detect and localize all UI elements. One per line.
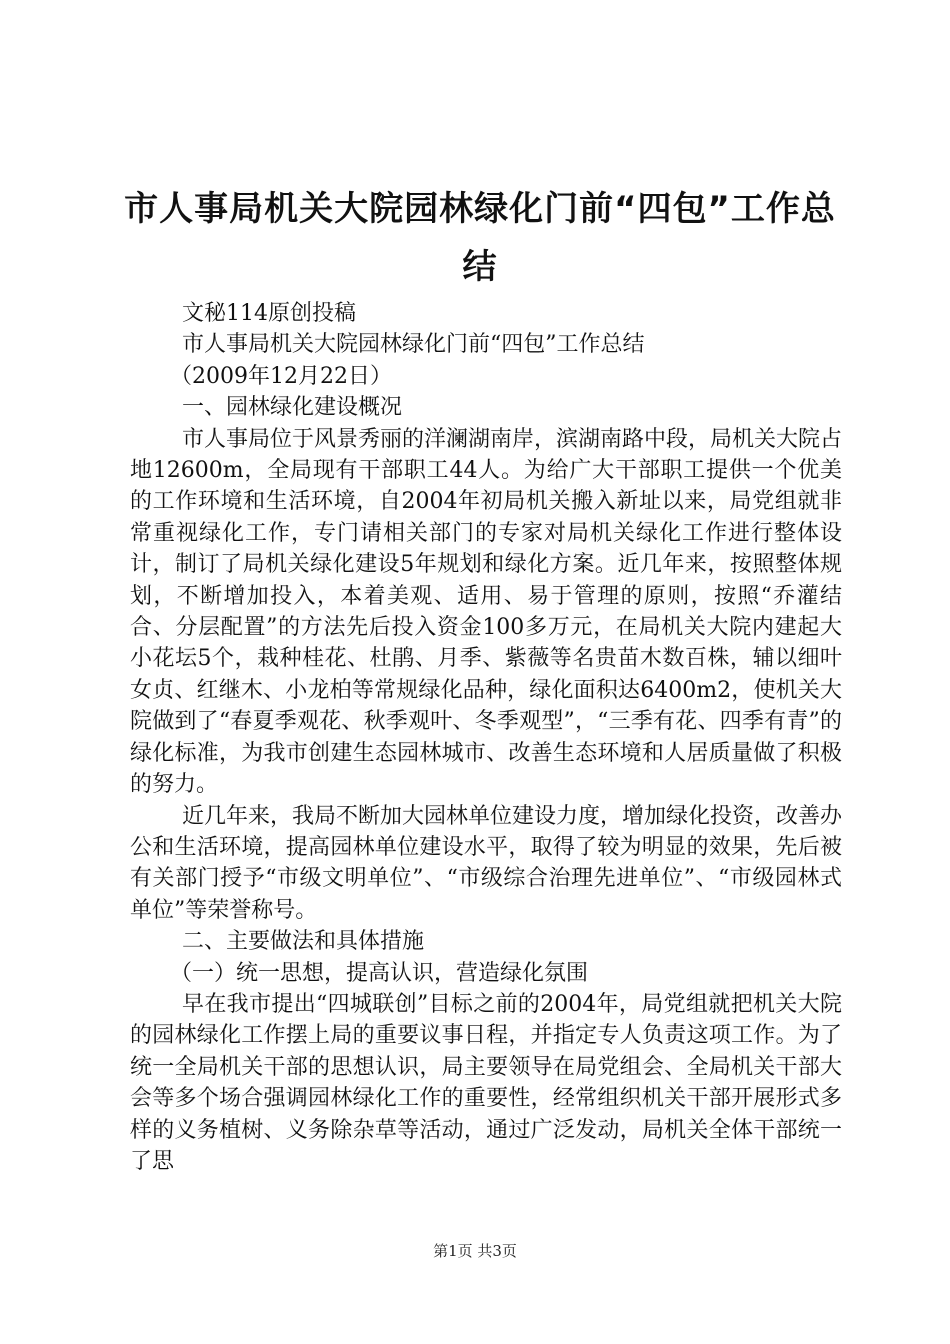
section-heading-1: 一、园林绿化建设概况: [182, 395, 403, 421]
page-footer: 第1页 共3页: [433, 1242, 517, 1260]
paragraph-achievements: 近几年来，我局不断加大园林单位建设力度，增加绿化投资，改善办公和生活环境，提高园林单位建设水平，取得了较为明显的效果，先后被有关部门授予“市级文明单位”、“市级综合治理先进单位”、“市级园林式单位”等荣誉称号。: [130, 803, 843, 923]
paragraph-overview: 市人事局位于风景秀丽的洋澜湖南岸，滨湖南路中段，局机关大院占地12600m，全局现有干部职工44人。为给广大干部职工提供一个优美的工作环境和生活环境，自2004年初局机关搬入新址以来，局党组就非常重视绿化工作，专门请相关部门的专家对局机关绿化工作进行整体设计，制订了局机关绿化建设5年规划和绿化方案。近几年来，按照整体规划，不断增加投入，本着美观、适用、易于管理的原则，按照“乔灌结合、分层配置”的方法先后投入资金100多万元，在局机关大院内建起大小花坛5个，栽种桂花、杜鹃、月季、紫薇等名贵苗木数百株，辅以细叶女贞、红继木、小龙柏等常规绿化品种，绿化面积达6400m2，使机关大院做到了“春夏季观花、秋季观叶、冬季观型”，“三季有花、四季有青”的绿化标准，为我市创建生态园林城市、改善生态环境和人居质量做了积极的努力。: [130, 426, 843, 798]
paragraph-subtitle: 市人事局机关大院园林绿化门前“四包”工作总结: [182, 332, 645, 358]
paragraph-date: （2009年12月22日）: [170, 363, 392, 389]
subsection-heading-1: （一）统一思想，提高认识，营造绿化氛围: [170, 960, 589, 986]
paragraph-source-note: 文秘114原创投稿: [182, 301, 356, 326]
document-title: 市人事局机关大院园林绿化门前“四包”工作总结: [124, 189, 836, 287]
document-body: [130, 298, 842, 1177]
section-heading-2: 二、主要做法和具体措施: [182, 929, 425, 955]
paragraph-measures: 早在我市提出“四城联创”目标之前的2004年，局党组就把机关大院的园林绿化工作摆上局的重要议事日程，并指定专人负责这项工作。为了统一全局机关干部的思想认识，局主要领导在局党组会、全局机关干部大会等多个场合强调园林绿化工作的重要性，经常组织机关干部开展形式多样的义务植树、义务除杂草等活动，通过广泛发动，局机关全体干部统一了思: [130, 991, 842, 1174]
